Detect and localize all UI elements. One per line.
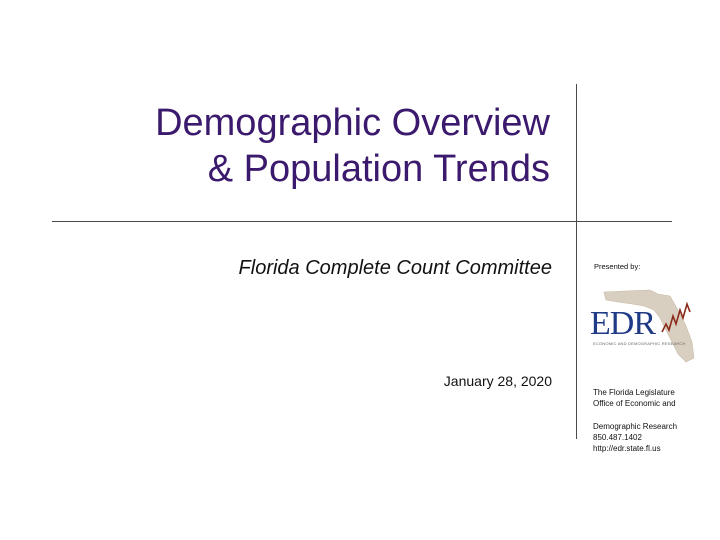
title-line-2: & Population Trends — [207, 148, 550, 190]
slide-title — [30, 100, 550, 192]
org-line-2: Office of Economic and — [593, 399, 676, 408]
horizontal-divider — [52, 221, 672, 222]
presentation-date: January 28, 2020 — [443, 373, 552, 389]
presented-by-label: Presented by: — [594, 262, 641, 271]
edr-logo-tagline: ECONOMIC AND DEMOGRAPHIC RESEARCH — [593, 341, 686, 346]
contact-website: http://edr.state.fl.us — [593, 444, 661, 453]
edr-logo: EDR — [590, 305, 655, 342]
org-line-1: The Florida Legislature — [593, 388, 675, 397]
contact-phone: 850.487.1402 — [593, 433, 642, 442]
contact-info — [593, 421, 677, 454]
vertical-divider — [576, 84, 577, 439]
organization-name — [593, 387, 676, 409]
contact-line-1: Demographic Research — [593, 422, 678, 431]
slide-subtitle: Florida Complete Count Committee — [238, 257, 552, 279]
title-line-1: Demographic Overview — [155, 102, 550, 144]
